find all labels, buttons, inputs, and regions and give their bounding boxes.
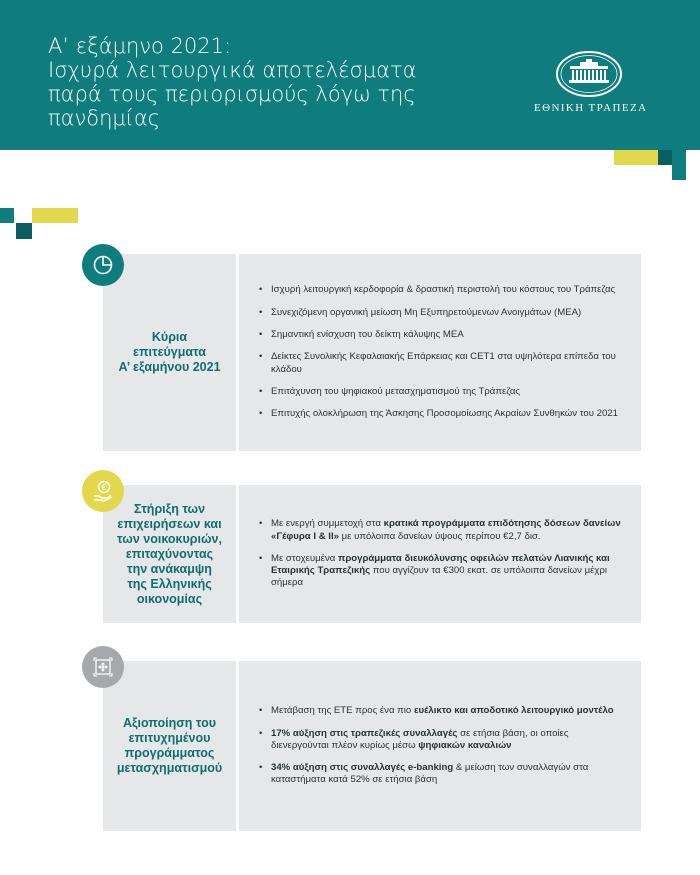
bullet-text-bold: προγράμματα διευκόλυνσης οφειλών πελατών Λιανικής και Εταιρικής Τραπεζικής <box>271 552 610 577</box>
bullet-item <box>259 762 627 787</box>
section-bullets <box>239 661 641 831</box>
label-line: Α’ εξαμήνου 2021 <box>118 360 221 374</box>
section-label <box>103 485 236 623</box>
bullet-text: σε ετήσια βάση, οι οποίες διενεργούνται πλέον κυρίως μέσω <box>271 727 569 751</box>
section-label <box>103 661 236 831</box>
label-line: επιταχύνοντας <box>125 546 214 561</box>
bullet-text: Επιτυχής ολοκλήρωση της Άσκησης Προσομοίωσης Ακραίων Συνθηκών του 2021 <box>271 408 618 420</box>
bullet-text-bold: ψηφιακών καναλιών <box>418 739 512 751</box>
decor-square <box>658 150 672 165</box>
label-line: οικονομίας <box>136 591 203 606</box>
bullet-text-bold: 34% αύξηση στις συναλλαγές e-banking <box>271 762 454 774</box>
bullet-text: Μετάβαση της ΕΤΕ προς ένα πιο <box>271 705 414 717</box>
bullet-text: Συνεχιζόμενη οργανική μείωση Μη Εξυπηρετούμενων Ανοιγμάτων (ΜΕΑ) <box>271 306 582 318</box>
bullet-item <box>259 518 627 543</box>
section-bullets <box>239 254 641 451</box>
bullet-text-bold: 17% αύξηση στις τραπεζικές συναλλαγές <box>271 727 458 739</box>
decor-square <box>16 223 32 239</box>
euro-hand-icon <box>82 470 124 512</box>
bank-logo <box>534 50 648 114</box>
label-line: επιχειρήσεων και <box>117 516 222 531</box>
section-label <box>103 254 236 451</box>
bullet-text: που αγγίζουν τα €300 εκατ. σε υπόλοιπα δανείων μέχρι σήμερα <box>271 565 608 589</box>
section-achievements <box>103 254 641 451</box>
section-support <box>103 485 641 623</box>
logo-text: ΕΘΝΙΚΗ ΤΡΑΠΕΖΑ <box>534 102 648 114</box>
decor-square <box>614 150 658 165</box>
pie-chart-icon <box>82 244 124 286</box>
transform-arrows-icon <box>82 646 124 688</box>
bullet-item <box>259 329 627 341</box>
label-line: μετασχηματισμού <box>116 761 223 775</box>
bullet-item <box>259 386 627 398</box>
label-line: την ανάκαμψη <box>127 561 212 576</box>
header-banner <box>0 0 700 150</box>
bullet-text: με υπόλοιπα δανείων ύψους περίπου €2,7 δισ. <box>338 530 541 542</box>
label-line: Κύρια <box>151 330 188 344</box>
bullet-text: Με ενεργή συμμετοχή στα <box>271 518 384 530</box>
label-line: Στήριξη των <box>133 501 206 516</box>
decor-square <box>0 208 14 223</box>
bank-building-icon <box>555 50 623 98</box>
decor-square <box>672 150 686 180</box>
title-line: Α’ εξάμηνο 2021: <box>48 34 232 58</box>
label-line: προγράμματος <box>124 746 215 760</box>
bullet-item <box>259 705 627 717</box>
bullet-item <box>259 408 627 420</box>
bullet-text: Σημαντική ενίσχυση του δείκτη κάλυψης ΜΕΑ <box>271 329 464 341</box>
svg-text:€: € <box>101 483 107 492</box>
bullet-text: Επιτάχυνση του ψηφιακού μετασχηματισμού της Τράπεζας <box>271 385 521 397</box>
bullet-item <box>259 553 627 590</box>
title-line: πανδημίας <box>48 106 161 130</box>
section-transformation <box>103 661 641 831</box>
bullet-text: & μείωση των συναλλαγών στα καταστήματα κατά 52% σε ετήσια βάση <box>271 762 589 786</box>
section-bullets <box>239 485 641 623</box>
label-line: Αξιοποίηση του <box>122 716 217 730</box>
bullet-item <box>259 307 627 319</box>
bullet-text: Ισχυρή λειτουργική κερδοφορία & δραστική περιστολή του κόστους του Τράπεζας <box>271 284 616 296</box>
title-line: παρά τους περιορισμούς λόγω της <box>48 82 416 106</box>
page-title <box>48 34 468 130</box>
title-line: Ισχυρά λειτουργικά αποτελέσματα <box>48 58 417 82</box>
bullet-text-bold: κρατικά προγράμματα επιδότησης δόσεων δανείων «Γέφυρα I & II» <box>271 518 621 542</box>
label-line: της Ελληνικής <box>127 576 212 591</box>
label-line: επιτυχημένου <box>128 731 211 745</box>
decor-square <box>14 208 32 223</box>
bullet-text: Με στοχευμένα <box>271 552 338 564</box>
bullet-item <box>259 351 627 376</box>
decor-square <box>32 208 78 223</box>
bullet-text-bold: ευέλικτο και αποδοτικό λειτουργικό μοντέλο <box>413 705 614 717</box>
label-line: επιτεύγματα <box>133 345 206 359</box>
bullet-item <box>259 284 627 296</box>
bullet-item <box>259 728 627 753</box>
label-line: των νοικοκυριών, <box>117 531 222 546</box>
bullet-text: Δείκτες Συνολικής Κεφαλαιακής Επάρκειας και CET1 στα υψηλότερα επίπεδα του κλάδου <box>271 351 616 375</box>
